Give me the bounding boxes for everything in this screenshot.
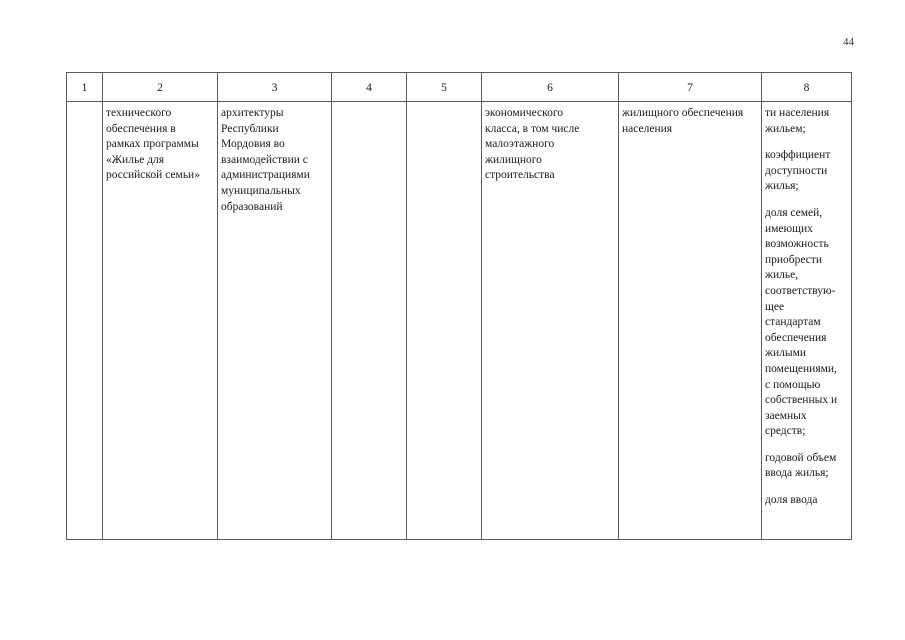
column-header-3: 3: [218, 73, 332, 102]
text-line: заемных: [765, 409, 807, 422]
text-line: взаимодействии с: [221, 153, 308, 166]
cell-paragraph: [765, 493, 848, 509]
cell-col-6: [482, 102, 619, 540]
text-line: средств;: [765, 425, 806, 438]
text-line: щее: [765, 300, 785, 313]
column-header-7: 7: [619, 73, 762, 102]
text-line: рамках программы: [106, 138, 199, 151]
cell-col-7: [619, 102, 762, 540]
column-header-8: 8: [762, 73, 852, 102]
text-line: жильем;: [765, 122, 806, 135]
text-line: класса, в том числе: [485, 122, 580, 135]
cell-paragraph: [106, 106, 214, 184]
page-number: 44: [843, 36, 854, 48]
text-line: доля семей,: [765, 206, 823, 219]
text-line: годовой объем: [765, 451, 837, 464]
text-line: экономического: [485, 107, 564, 119]
text-line: населения: [622, 122, 673, 135]
cell-paragraph: [765, 106, 848, 137]
text-line: обеспечения в: [106, 122, 176, 135]
text-line: малоэтажного: [485, 138, 555, 151]
cell-paragraph: [765, 148, 848, 195]
text-line: Республики: [221, 122, 279, 135]
cell-paragraph: [765, 206, 848, 440]
cell-paragraph: [221, 106, 328, 215]
text-line: соответствую-: [765, 284, 836, 297]
text-line: муниципальных: [221, 184, 301, 197]
text-line: строительства: [485, 169, 555, 182]
text-line: жилищного: [485, 153, 542, 166]
cell-paragraph: [622, 106, 758, 137]
column-header-4: 4: [332, 73, 407, 102]
table-row: [67, 102, 852, 540]
column-header-6: 6: [482, 73, 619, 102]
cell-paragraph: [765, 451, 848, 482]
program-table: [66, 72, 852, 540]
text-line: жилищного обеспечения: [622, 107, 744, 119]
column-header-5: 5: [407, 73, 482, 102]
text-line: возможность: [765, 238, 829, 251]
text-line: стандартам: [765, 316, 821, 329]
cell-col-3: [218, 102, 332, 540]
column-header-2: 2: [103, 73, 218, 102]
text-line: жилыми: [765, 347, 806, 360]
text-line: жилье,: [765, 269, 799, 282]
cell-col-5: [407, 102, 482, 540]
text-line: собственных и: [765, 394, 838, 407]
text-line: доступности: [765, 164, 828, 177]
text-line: имеющих: [765, 222, 813, 235]
text-line: администрациями: [221, 169, 310, 182]
text-line: с помощью: [765, 378, 821, 391]
text-line: помещениями,: [765, 362, 837, 375]
cell-col-8: [762, 102, 852, 540]
text-line: образований: [221, 200, 283, 213]
text-line: ти населения: [765, 107, 830, 119]
header-row: [67, 73, 852, 102]
text-line: российской семьи»: [106, 169, 200, 182]
text-line: Мордовия во: [221, 138, 285, 151]
cell-col-1: [67, 102, 103, 540]
column-header-1: 1: [67, 73, 103, 102]
cell-paragraph: [485, 106, 615, 184]
text-line: доля ввода: [765, 494, 818, 507]
text-line: жилья;: [765, 180, 799, 193]
text-line: «Жилье для: [106, 153, 165, 166]
text-line: архитектуры: [221, 107, 284, 119]
cell-col-2: [103, 102, 218, 540]
text-line: обеспечения: [765, 331, 827, 344]
text-line: коэффициент: [765, 149, 831, 162]
cell-col-4: [332, 102, 407, 540]
text-line: ввода жилья;: [765, 467, 829, 480]
text-line: технического: [106, 107, 172, 119]
text-line: приобрести: [765, 253, 823, 266]
